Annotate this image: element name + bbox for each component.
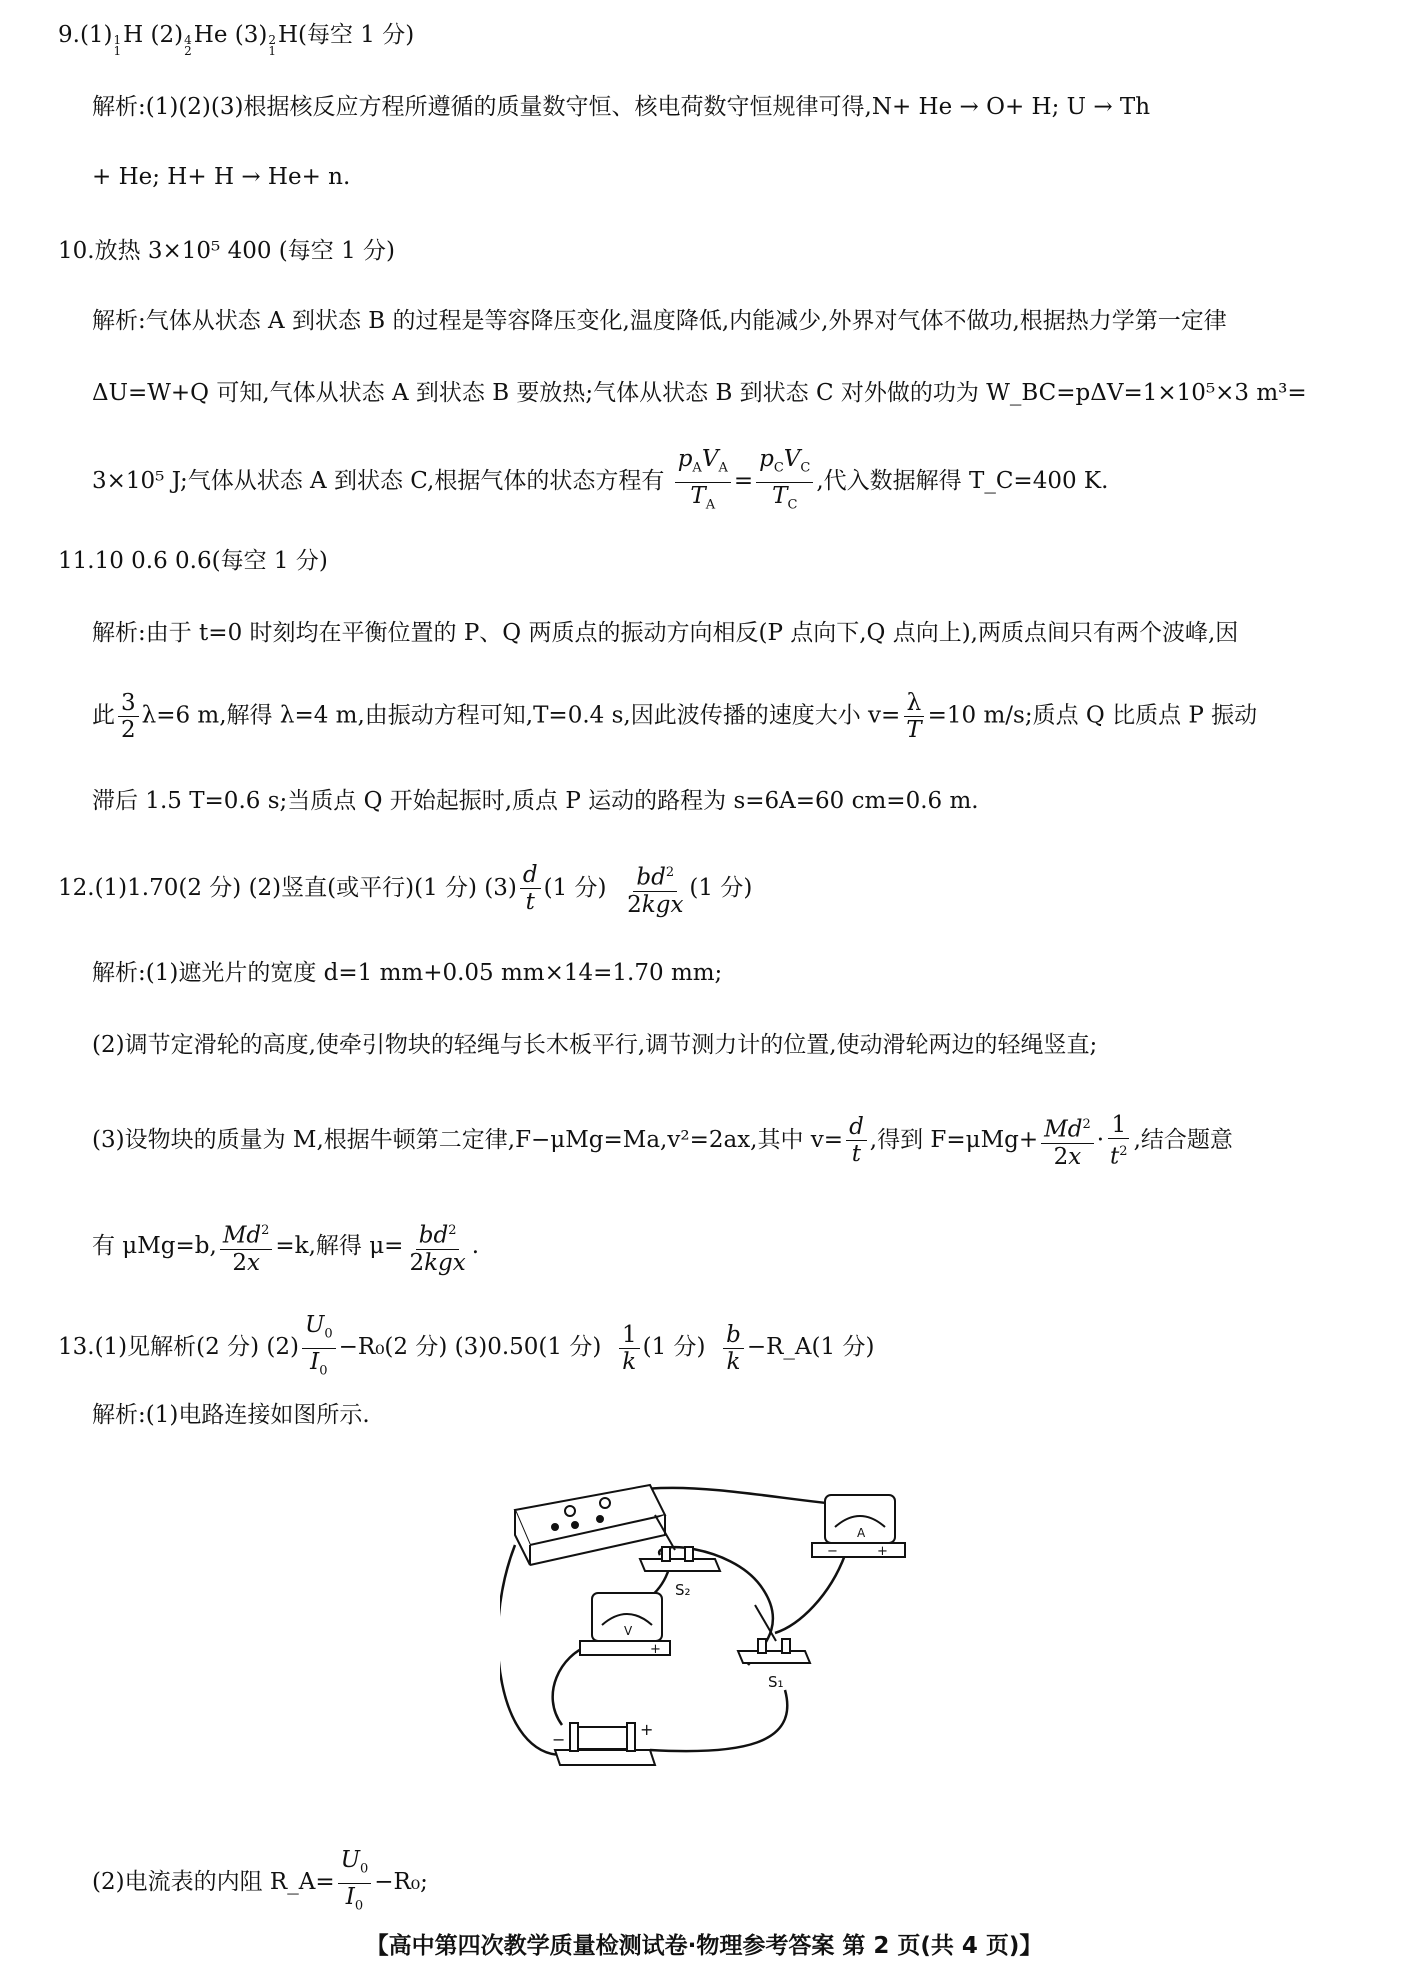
svg-text:+: +: [640, 1720, 654, 1739]
wire-ammeter-s1: [775, 1555, 845, 1633]
switch-s1-label: S₁: [768, 1673, 784, 1691]
svg-text:−: −: [552, 1730, 566, 1749]
power-supply: [515, 1485, 665, 1565]
wire-battery-s1: [650, 1690, 787, 1751]
q12-explain1: 解析:(1)遮光片的宽度 d=1 mm+0.05 mm×14=1.70 mm;: [92, 960, 723, 986]
q12-explain4: 有 μMg=b, $\frac{Md^2}{2x}$ =k,解得 μ= $\frac{bd^2}{\text{2kgx}}$ .: [92, 1218, 479, 1276]
q10-explain-line1: 解析:气体从状态 A 到状态 B 的过程是等容降压变化,温度降低,内能减少,外界对气体不做功,根据热力学第一定律: [92, 308, 1227, 334]
q11-explain-line1: 解析:由于 t=0 时刻均在平衡位置的 P、Q 两质点的振动方向相反(P 点向下,Q 点向上),两质点间只有两个波峰,因: [92, 620, 1239, 646]
fraction-pava-ta: $\frac{p_AV_A}{T_A}$: [675, 446, 731, 518]
fraction-pcvc-tc: $\frac{p_CV_C}{T_C}$: [756, 446, 813, 518]
svg-text:−: −: [827, 1544, 838, 1559]
q11-answer: 11.10 0.6 0.6(每空 1 分): [58, 548, 328, 574]
switch-s1: [738, 1605, 810, 1663]
q11-explain-line2: 此 $\frac{3}{2}$ λ=6 m,解得 λ=4 m,由振动方程可知,T=0.4 s,因此波传播的速度大小 v= $\frac{\lambda}{T}$ =10 m/s;质点 Q 比质点 P 振动: [92, 690, 1258, 743]
q9-nuclear-equation: N+ He → O+ H; U → Th: [871, 94, 1151, 120]
q10-explain-line3: 3×10⁵ J;气体从状态 A 到状态 C,根据气体的状态方程有 $\frac{p_AV_A}{T_A}$ = $\frac{p_CV_C}{T_C}$ ,代入数据解得 T_C=400 K.: [92, 446, 1108, 518]
fraction-u0-i0: $\frac{U_0}{I_0}$: [302, 1312, 336, 1384]
q9-explain-line1: 解析:(1)(2)(3)根据核反应方程所遵循的质量数守恒、核电荷数守恒规律可得,N+ He → O+ H; U → Th: [92, 94, 1151, 120]
q11-explain-line3: 滞后 1.5 T=0.6 s;当质点 Q 开始起振时,质点 P 运动的路程为 s=6A=60 cm=0.6 m.: [92, 788, 979, 814]
q12-explain3: (3)设物块的质量为 M,根据牛顿第二定律,F−μMg=Ma,v²=2ax,其中 v= $\frac{d}{t}$ ,得到 F=μMg+ $\frac{Md^2}{2x}$ · $\frac{1}{t^2}$ ,结合题意: [92, 1112, 1233, 1170]
q13-explain2: (2)电流表的内阻 R_A= $\frac{U_0}{I_0}$ −R₀;: [92, 1847, 428, 1914]
q13-explain1: 解析:(1)电路连接如图所示.: [92, 1402, 370, 1428]
q9-answer: 9.(1) 1 1 H (2) 4 2 He (3) 2 1 H(每空 1 分): [58, 22, 415, 58]
fraction-3-2: $\frac{3}{2}$: [118, 690, 139, 743]
q9-explain-line2: + He; H+ H → He+ n.: [92, 164, 351, 190]
q12-explain2: (2)调节定滑轮的高度,使牵引物块的轻绳与长木板平行,调节测力计的位置,使动滑轮两边的轻绳竖直;: [92, 1032, 1098, 1058]
fraction-bd2-2kgx: $\frac{bd^2}{\text{2kgx}}$: [624, 860, 686, 918]
wire-voltmeter-battery: [553, 1645, 590, 1725]
svg-text:+: +: [650, 1642, 661, 1657]
q10-answer: 10.放热 3×10⁵ 400 (每空 1 分): [58, 238, 396, 264]
q12-answer: 12.(1)1.70(2 分) (2)竖直(或平行)(1 分) (3) $\frac{d}{t}$ (1 分) $\frac{bd^2}{\text{2kgx}}$ (1 分): [58, 860, 752, 918]
fraction-lambda-t: $\frac{\lambda}{T}$: [903, 690, 924, 743]
switch-s2-label: S₂: [675, 1581, 691, 1599]
voltmeter-label: V: [624, 1624, 633, 1638]
q10-explain-line2: ΔU=W+Q 可知,气体从状态 A 到状态 B 要放热;气体从状态 B 到状态 C 对外做的功为 W_BC=pΔV=1×10⁵×3 m³=: [92, 380, 1307, 406]
page-footer: 【高中第四次教学质量检测试卷·物理参考答案 第 2 页(共 4 页)】: [365, 1933, 1043, 1959]
svg-text:+: +: [877, 1544, 888, 1559]
fraction-d-t: $\frac{d}{t}$: [520, 862, 541, 915]
wire-supply-battery: [500, 1545, 562, 1755]
q13-answer: 13.(1)见解析(2 分) (2) $\frac{U_0}{I_0}$ −R₀(2 分) (3)0.50(1 分) $\frac{1}{k}$ (1 分) $\frac{b}{k}$ −R_A(1 分): [58, 1312, 874, 1384]
ammeter-label: A: [857, 1526, 866, 1540]
circuit-diagram: [500, 1455, 920, 1825]
